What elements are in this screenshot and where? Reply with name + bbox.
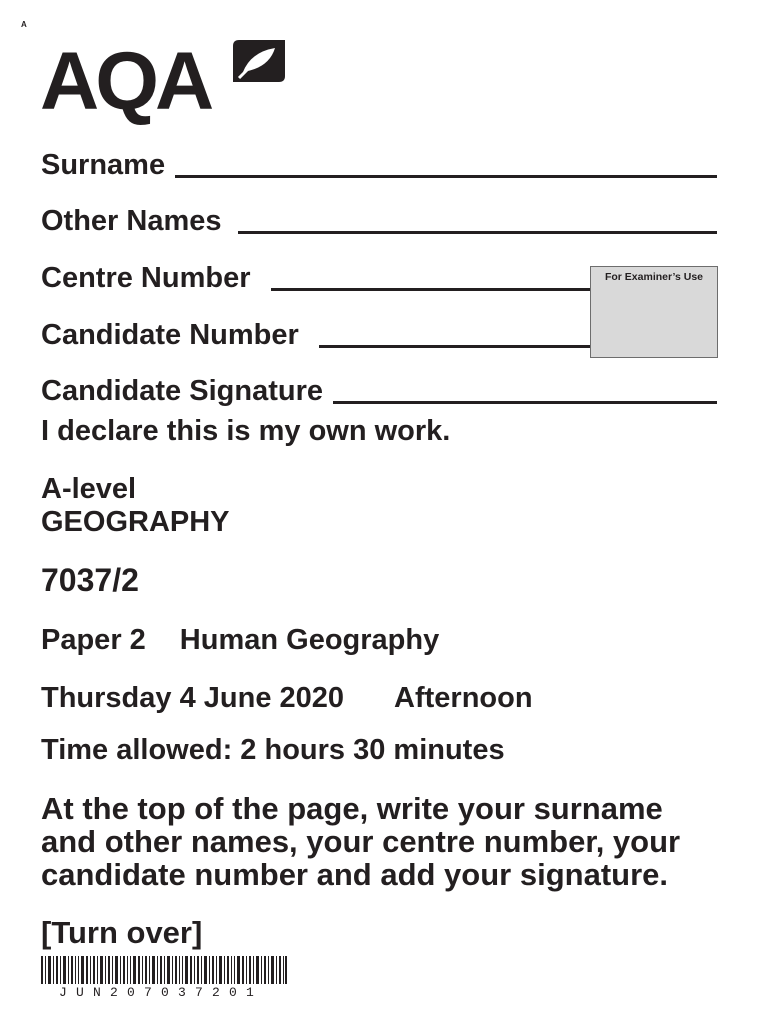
candidate-signature-label: Candidate Signature xyxy=(41,375,323,407)
logo-text: AQA xyxy=(40,36,211,127)
barcode xyxy=(41,956,287,984)
aqa-leaf-logo-icon xyxy=(229,38,285,86)
subject: GEOGRAPHY xyxy=(41,506,230,538)
turn-over: [Turn over] xyxy=(41,915,203,950)
paper-code: 7037/2 xyxy=(41,562,139,598)
other-names-line[interactable] xyxy=(238,231,717,234)
examiners-use-label: For Examiner’s Use xyxy=(604,271,704,283)
paper-number: Paper 2 xyxy=(41,624,146,656)
other-names-field[interactable] xyxy=(41,198,717,238)
candidate-signature-field[interactable] xyxy=(41,368,717,408)
surname-field[interactable] xyxy=(41,142,717,182)
qualification: A-level xyxy=(41,473,137,505)
candidate-signature-line[interactable] xyxy=(333,401,717,404)
barcode-number: JUN207037201 xyxy=(59,985,264,1000)
instructions-line-1: At the top of the page, write your surname xyxy=(41,791,663,826)
time-allowed: Time allowed: 2 hours 30 minutes xyxy=(41,734,505,766)
aqa-logo xyxy=(40,36,290,127)
corner-mark: A xyxy=(21,20,27,29)
candidate-number-field[interactable] xyxy=(41,312,590,352)
session-line xyxy=(41,681,533,715)
surname-label: Surname xyxy=(41,149,166,181)
candidate-number-line[interactable] xyxy=(319,345,590,348)
paper-line xyxy=(41,623,439,657)
examiners-use-box xyxy=(590,266,718,358)
instructions-line-2: and other names, your centre number, your xyxy=(41,824,681,859)
paper-title: Human Geography xyxy=(179,624,440,656)
centre-number-line[interactable] xyxy=(271,288,591,291)
other-names-label: Other Names xyxy=(41,205,222,237)
declaration: I declare this is my own work. xyxy=(41,415,451,447)
centre-number-field[interactable] xyxy=(41,255,590,295)
candidate-number-label: Candidate Number xyxy=(41,319,299,351)
session-time: Afternoon xyxy=(394,682,533,714)
surname-line[interactable] xyxy=(175,175,717,178)
instructions-line-3: candidate number and add your signature. xyxy=(41,857,668,892)
session-date: Thursday 4 June 2020 xyxy=(41,682,345,714)
centre-number-label: Centre Number xyxy=(41,262,251,294)
